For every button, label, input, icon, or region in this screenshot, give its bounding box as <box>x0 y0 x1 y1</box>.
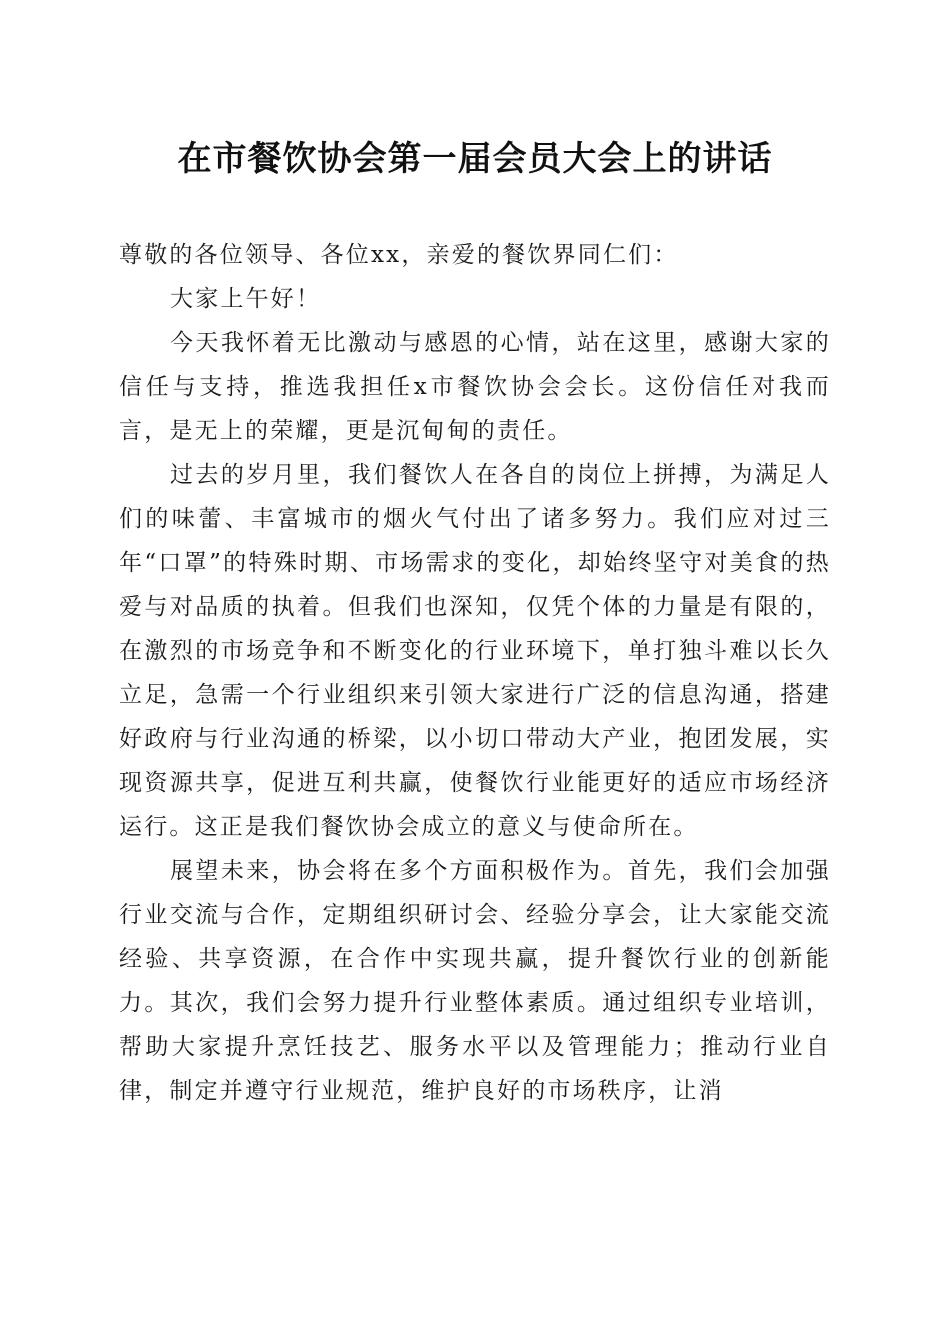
salutation: 尊敬的各位领导、各位xx，亲爱的餐饮界同仁们： <box>119 242 679 268</box>
document-body <box>119 233 831 1113</box>
document-title: 在市餐饮协会第一届会员大会上的讲话 <box>177 139 773 179</box>
paragraph-past: 过去的岁月里，我们餐饮人在各自的岗位上拼搏，为满足人们的味蕾、丰富城市的烟火气付出了诸多努力。我们应对过三年“口罩”的特殊时期、市场需求的变化，却始终坚守对美食的热爱与对品质的执着。但我们也深知，仅凭个体的力量是有限的，在激烈的市场竞争和不断变化的行业环境下，单打独斗难以长久立足，急需一个行业组织来引领大家进行广泛的信息沟通，搭建好政府与行业沟通的桥梁，以小切口带动大产业，抱团发展，实现资源共享，促进互利共赢，使餐饮行业能更好的适应市场经济运行。这正是我们餐饮协会成立的意义与使命所在。 <box>119 462 831 840</box>
paragraph-thanks: 今天我怀着无比激动与感恩的心情，站在这里，感谢大家的信任与支持，推选我担任x市餐饮协会会长。这份信任对我而言，是无上的荣耀，更是沉甸甸的责任。 <box>119 330 831 444</box>
paragraph-future: 展望未来，协会将在多个方面积极作为。首先，我们会加强行业交流与合作，定期组织研讨会、经验分享会，让大家能交流经验、共享资源，在合作中实现共赢，提升餐饮行业的创新能力。其次，我们会努力提升行业整体素质。通过组织专业培训，帮助大家提升烹饪技艺、服务水平以及管理能力；推动行业自律，制定并遵守行业规范，维护良好的市场秩序，让消 <box>119 858 831 1104</box>
paragraph-greeting: 大家上午好！ <box>170 286 322 312</box>
